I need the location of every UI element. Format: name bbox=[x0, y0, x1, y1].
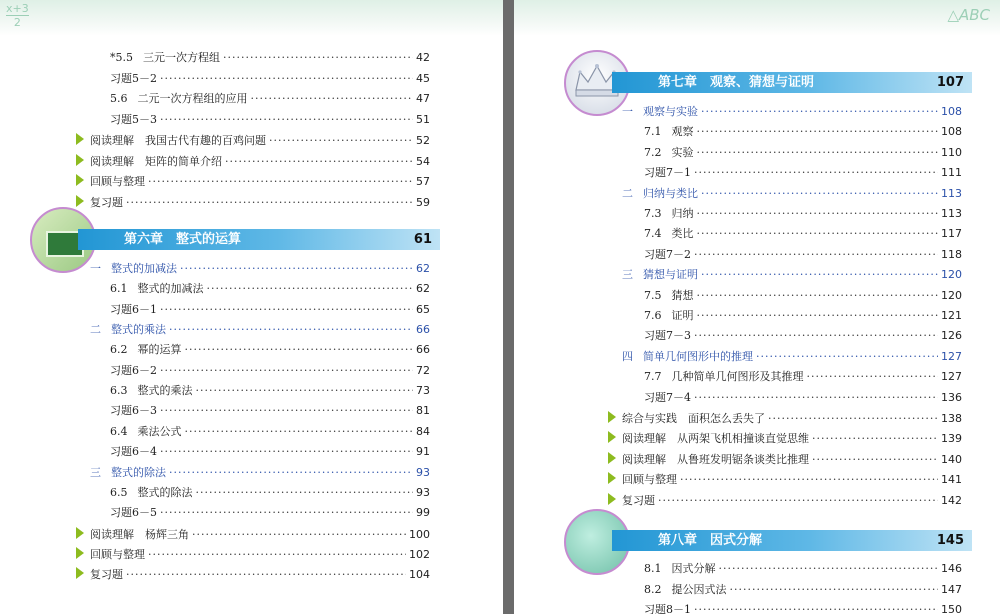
entry-title: 实验 bbox=[671, 145, 694, 159]
toc-entry[interactable] bbox=[644, 328, 962, 344]
page-gutter bbox=[503, 0, 514, 614]
entry-page-number: 150 bbox=[941, 603, 962, 614]
entry-number: 三 bbox=[90, 465, 101, 479]
entry-page-number: 139 bbox=[941, 432, 962, 446]
triangle-bullet-icon bbox=[76, 567, 84, 579]
entry-title: 三元一次方程组 bbox=[143, 51, 220, 64]
entry-number: 二 bbox=[622, 186, 633, 200]
entry-title: 证明 bbox=[671, 309, 694, 322]
entry-title: 习题7－3 bbox=[644, 329, 691, 343]
dot-leader bbox=[192, 527, 406, 543]
entry-number: *5.5 bbox=[110, 51, 133, 64]
entry-title: 习题7－2 bbox=[644, 247, 691, 261]
toc-entry[interactable] bbox=[110, 444, 430, 460]
toc-entry[interactable] bbox=[608, 492, 962, 508]
chapter-title: 第六章 整式的运算 bbox=[124, 232, 242, 247]
entry-page-number: 108 bbox=[941, 125, 962, 139]
dot-leader bbox=[697, 124, 939, 140]
triangle-bullet-icon bbox=[76, 195, 84, 207]
entry-title: 习题7－1 bbox=[644, 166, 691, 180]
toc-entry[interactable] bbox=[110, 505, 430, 521]
entry-title: 习题6－2 bbox=[110, 363, 157, 377]
entry-page-number: 126 bbox=[941, 329, 962, 343]
toc-entry[interactable] bbox=[644, 308, 962, 324]
toc-entry[interactable] bbox=[644, 390, 962, 406]
entry-title: 回顾与整理 bbox=[90, 547, 145, 561]
entry-page-number: 140 bbox=[941, 452, 962, 466]
formula-decoration bbox=[6, 2, 29, 29]
toc-entry[interactable] bbox=[110, 363, 430, 379]
dot-leader bbox=[694, 390, 938, 406]
chapter-6-band bbox=[78, 229, 440, 250]
entry-number: 6.5 bbox=[110, 485, 128, 499]
toc-entry[interactable] bbox=[110, 50, 430, 66]
dot-leader bbox=[185, 342, 414, 358]
dot-leader bbox=[269, 133, 413, 149]
triangle-bullet-icon bbox=[608, 431, 616, 443]
dot-leader bbox=[730, 582, 939, 598]
dot-leader bbox=[697, 226, 939, 242]
entry-page-number: 65 bbox=[416, 302, 430, 316]
entry-page-number: 99 bbox=[416, 506, 430, 520]
entry-number: 三 bbox=[622, 268, 633, 282]
header-decoration bbox=[0, 0, 503, 36]
toc-entry[interactable] bbox=[110, 383, 430, 399]
toc-entry[interactable] bbox=[110, 112, 430, 128]
dot-leader bbox=[694, 602, 938, 614]
entry-title: 复习题 bbox=[90, 195, 123, 209]
toc-entry[interactable] bbox=[90, 465, 430, 481]
toc-entry[interactable] bbox=[110, 91, 430, 107]
entry-title: 习题6－1 bbox=[110, 302, 157, 316]
toc-entry[interactable] bbox=[110, 342, 430, 358]
entry-page-number: 118 bbox=[941, 247, 962, 261]
entry-page-number: 110 bbox=[941, 145, 962, 159]
entry-page-number: 113 bbox=[941, 207, 962, 220]
chapter-title: 第八章 因式分解 bbox=[658, 533, 763, 548]
entry-title: 回顾与整理 bbox=[622, 473, 677, 487]
dot-leader bbox=[697, 145, 939, 161]
dot-leader bbox=[160, 363, 413, 379]
entry-title: 整式的加减法 bbox=[137, 282, 204, 296]
triangle-bullet-icon bbox=[76, 133, 84, 145]
entry-title: 习题6－3 bbox=[110, 404, 157, 418]
entry-page-number: 113 bbox=[941, 186, 962, 200]
entry-page-number: 52 bbox=[416, 134, 430, 147]
entry-number: 7.7 bbox=[644, 370, 662, 384]
entry-title: 习题5－2 bbox=[110, 71, 157, 85]
entry-page-number: 66 bbox=[416, 343, 430, 357]
dot-leader bbox=[697, 308, 939, 324]
toc-entry[interactable] bbox=[110, 281, 430, 297]
entry-title: 回顾与整理 bbox=[90, 175, 145, 188]
entry-title: 整式的除法 bbox=[111, 465, 166, 479]
entry-title: 习题5－3 bbox=[110, 112, 157, 126]
entry-page-number: 45 bbox=[416, 71, 430, 85]
dot-leader bbox=[680, 472, 938, 488]
entry-page-number: 57 bbox=[416, 175, 430, 188]
toc-entry[interactable] bbox=[76, 153, 430, 169]
entry-title: 阅读理解 从两架飞机相撞谈直觉思维 bbox=[622, 432, 809, 446]
entry-title: 提公因式法 bbox=[671, 582, 727, 596]
entry-number: 8.1 bbox=[644, 562, 662, 575]
triangle-bullet-icon bbox=[76, 527, 84, 539]
right-page bbox=[514, 0, 1000, 614]
entry-page-number: 42 bbox=[416, 51, 430, 64]
entry-page-number: 141 bbox=[941, 473, 962, 487]
entry-number: 6.3 bbox=[110, 384, 128, 398]
dot-leader bbox=[160, 403, 413, 419]
toc-entry[interactable] bbox=[110, 302, 430, 318]
chapter-page: 61 bbox=[413, 232, 432, 247]
entry-title: 观察与实验 bbox=[643, 105, 698, 118]
toc-entry[interactable] bbox=[76, 526, 430, 542]
dot-leader bbox=[697, 206, 939, 222]
entry-page-number: 66 bbox=[416, 323, 430, 337]
entry-title: 因式分解 bbox=[671, 562, 716, 575]
entry-title: 整式的乘法 bbox=[111, 323, 166, 337]
dot-leader bbox=[160, 112, 413, 128]
dot-leader bbox=[807, 369, 939, 385]
toc-entry[interactable] bbox=[76, 566, 430, 582]
dot-leader bbox=[148, 174, 413, 190]
entry-page-number: 81 bbox=[416, 404, 430, 418]
chapter-7-band bbox=[612, 72, 972, 93]
dot-leader bbox=[225, 154, 413, 170]
entry-page-number: 136 bbox=[941, 390, 962, 404]
entry-title: 习题8－1 bbox=[644, 603, 691, 614]
entry-title: 幂的运算 bbox=[137, 343, 182, 357]
toc-entry[interactable] bbox=[90, 261, 430, 277]
entry-title: 猜想 bbox=[671, 288, 694, 302]
toc-entry[interactable] bbox=[608, 430, 962, 446]
entry-number: 一 bbox=[90, 262, 101, 275]
entry-page-number: 62 bbox=[416, 262, 430, 275]
toc-entry[interactable] bbox=[644, 226, 962, 242]
entry-number: 7.3 bbox=[644, 207, 662, 220]
entry-page-number: 127 bbox=[941, 370, 962, 384]
entry-page-number: 84 bbox=[416, 424, 430, 438]
entry-page-number: 102 bbox=[409, 547, 430, 561]
header-decoration bbox=[514, 0, 1000, 36]
dot-leader bbox=[160, 505, 413, 521]
entry-title: 综合与实践 面积怎么丢失了 bbox=[622, 412, 765, 425]
toc-entry[interactable] bbox=[644, 602, 962, 614]
entry-number: 6.2 bbox=[110, 343, 128, 357]
toc-entry[interactable] bbox=[644, 124, 962, 140]
entry-page-number: 100 bbox=[409, 527, 430, 541]
chapter-page: 145 bbox=[936, 533, 964, 548]
toc-entry[interactable] bbox=[90, 322, 430, 338]
toc-entry[interactable] bbox=[622, 349, 962, 365]
entry-title: 阅读理解 矩阵的简单介绍 bbox=[90, 154, 222, 168]
dot-leader bbox=[697, 288, 939, 304]
entry-page-number: 59 bbox=[416, 195, 430, 209]
entry-number: 5.6 bbox=[110, 92, 128, 105]
entry-title: 复习题 bbox=[90, 568, 123, 582]
entry-page-number: 138 bbox=[941, 412, 962, 425]
entry-title: 归纳与类比 bbox=[643, 186, 698, 200]
dot-leader bbox=[126, 567, 406, 583]
dot-leader bbox=[169, 322, 413, 338]
toc-entry[interactable] bbox=[608, 471, 962, 487]
toc-entry[interactable] bbox=[644, 145, 962, 161]
formula-denominator: 2 bbox=[13, 16, 21, 29]
toc-entry[interactable] bbox=[622, 104, 962, 120]
toc-entry[interactable] bbox=[76, 132, 430, 148]
triangle-bullet-icon bbox=[608, 472, 616, 484]
entry-page-number: 120 bbox=[941, 288, 962, 302]
entry-title: 习题6－4 bbox=[110, 445, 157, 459]
entry-title: 乘法公式 bbox=[137, 424, 182, 438]
toc-entry[interactable] bbox=[110, 485, 430, 501]
dot-leader bbox=[694, 247, 938, 263]
entry-page-number: 108 bbox=[941, 105, 962, 118]
toc-entry[interactable] bbox=[110, 403, 430, 419]
entry-title: 几种简单几何图形及其推理 bbox=[671, 370, 804, 384]
dot-leader bbox=[658, 493, 938, 509]
toc-entry[interactable] bbox=[622, 186, 962, 202]
entry-page-number: 93 bbox=[416, 465, 430, 479]
entry-page-number: 62 bbox=[416, 282, 430, 296]
entry-title: 复习题 bbox=[622, 493, 655, 507]
entry-number: 7.6 bbox=[644, 309, 662, 322]
entry-page-number: 73 bbox=[416, 384, 430, 398]
dot-leader bbox=[160, 302, 413, 318]
dot-leader bbox=[207, 281, 414, 297]
entry-number: 一 bbox=[622, 105, 633, 118]
dot-leader bbox=[169, 465, 413, 481]
chapter-8-band bbox=[612, 530, 972, 551]
entry-number: 6.4 bbox=[110, 424, 128, 438]
entry-page-number: 147 bbox=[941, 582, 962, 596]
entry-number: 7.5 bbox=[644, 288, 662, 302]
entry-title: 整式的乘法 bbox=[137, 384, 193, 398]
toc-entry[interactable] bbox=[622, 267, 962, 283]
entry-page-number: 120 bbox=[941, 268, 962, 282]
entry-title: 阅读理解 从鲁班发明锯条谈类比推理 bbox=[622, 452, 809, 466]
toc-entry[interactable] bbox=[608, 410, 962, 426]
triangle-bullet-icon bbox=[76, 547, 84, 559]
entry-title: 整式的除法 bbox=[137, 485, 193, 499]
toc-entry[interactable] bbox=[644, 206, 962, 222]
dot-leader bbox=[251, 91, 414, 107]
entry-page-number: 121 bbox=[941, 309, 962, 322]
toc-entry[interactable] bbox=[110, 71, 430, 87]
toc-entry[interactable] bbox=[76, 194, 430, 210]
dot-leader bbox=[694, 165, 938, 181]
entry-number: 7.2 bbox=[644, 145, 662, 159]
glyph-decoration: △ABC bbox=[947, 6, 990, 24]
dot-leader bbox=[185, 424, 414, 440]
entry-title: 二元一次方程组的应用 bbox=[137, 92, 248, 105]
dot-leader bbox=[768, 411, 938, 427]
dot-leader bbox=[160, 71, 413, 87]
triangle-bullet-icon bbox=[76, 154, 84, 166]
dot-leader bbox=[196, 383, 414, 399]
dot-leader bbox=[180, 261, 413, 277]
dot-leader bbox=[756, 349, 938, 365]
dot-leader bbox=[701, 267, 938, 283]
dot-leader bbox=[196, 485, 414, 501]
entry-page-number: 47 bbox=[416, 92, 430, 105]
entry-title: 类比 bbox=[671, 227, 694, 241]
entry-title: 习题6－5 bbox=[110, 506, 157, 520]
toc-entry[interactable] bbox=[644, 165, 962, 181]
dot-leader bbox=[701, 104, 938, 120]
entry-title: 阅读理解 我国古代有趣的百鸡问题 bbox=[90, 134, 266, 147]
toc-entry[interactable] bbox=[644, 247, 962, 263]
dot-leader bbox=[694, 328, 938, 344]
entry-page-number: 51 bbox=[416, 112, 430, 126]
triangle-bullet-icon bbox=[608, 452, 616, 464]
dot-leader bbox=[812, 452, 938, 468]
toc-entry[interactable] bbox=[644, 369, 962, 385]
entry-number: 7.4 bbox=[644, 227, 662, 241]
entry-title: 猜想与证明 bbox=[643, 268, 698, 282]
entry-number: 二 bbox=[90, 323, 101, 337]
entry-number: 6.1 bbox=[110, 282, 128, 296]
entry-number: 四 bbox=[622, 349, 633, 363]
dot-leader bbox=[160, 444, 413, 460]
triangle-bullet-icon bbox=[76, 174, 84, 186]
entry-number: 8.2 bbox=[644, 582, 662, 596]
dot-leader bbox=[223, 50, 413, 66]
entry-page-number: 54 bbox=[416, 154, 430, 168]
toc-entry[interactable] bbox=[110, 424, 430, 440]
dot-leader bbox=[126, 195, 413, 211]
entry-page-number: 93 bbox=[416, 485, 430, 499]
entry-page-number: 142 bbox=[941, 493, 962, 507]
triangle-bullet-icon bbox=[608, 493, 616, 505]
entry-page-number: 127 bbox=[941, 349, 962, 363]
entry-page-number: 111 bbox=[941, 166, 962, 180]
entry-page-number: 91 bbox=[416, 445, 430, 459]
dot-leader bbox=[701, 186, 938, 202]
dot-leader bbox=[719, 561, 939, 577]
chapter-page: 107 bbox=[936, 75, 964, 90]
toc-entry[interactable] bbox=[76, 546, 430, 562]
entry-page-number: 117 bbox=[941, 227, 962, 241]
toc-entry[interactable] bbox=[608, 451, 962, 467]
entry-page-number: 146 bbox=[941, 562, 962, 575]
toc-entry[interactable] bbox=[644, 582, 962, 598]
chapter-title: 第七章 观察、猜想与证明 bbox=[658, 75, 815, 90]
entry-page-number: 72 bbox=[416, 363, 430, 377]
toc-entry[interactable] bbox=[644, 561, 962, 577]
entry-title: 整式的加减法 bbox=[111, 262, 177, 275]
entry-page-number: 104 bbox=[409, 568, 430, 582]
toc-entry[interactable] bbox=[76, 173, 430, 189]
entry-number: 7.1 bbox=[644, 125, 662, 139]
entry-title: 习题7－4 bbox=[644, 390, 691, 404]
entry-title: 阅读理解 杨辉三角 bbox=[90, 527, 189, 541]
entry-title: 简单几何图形中的推理 bbox=[643, 349, 753, 363]
triangle-bullet-icon bbox=[608, 411, 616, 423]
dot-leader bbox=[148, 547, 406, 563]
formula-numerator: x+3 bbox=[6, 2, 29, 15]
toc-entry[interactable] bbox=[644, 288, 962, 304]
entry-title: 观察 bbox=[671, 125, 694, 139]
entry-title: 归纳 bbox=[671, 207, 694, 220]
dot-leader bbox=[812, 431, 938, 447]
